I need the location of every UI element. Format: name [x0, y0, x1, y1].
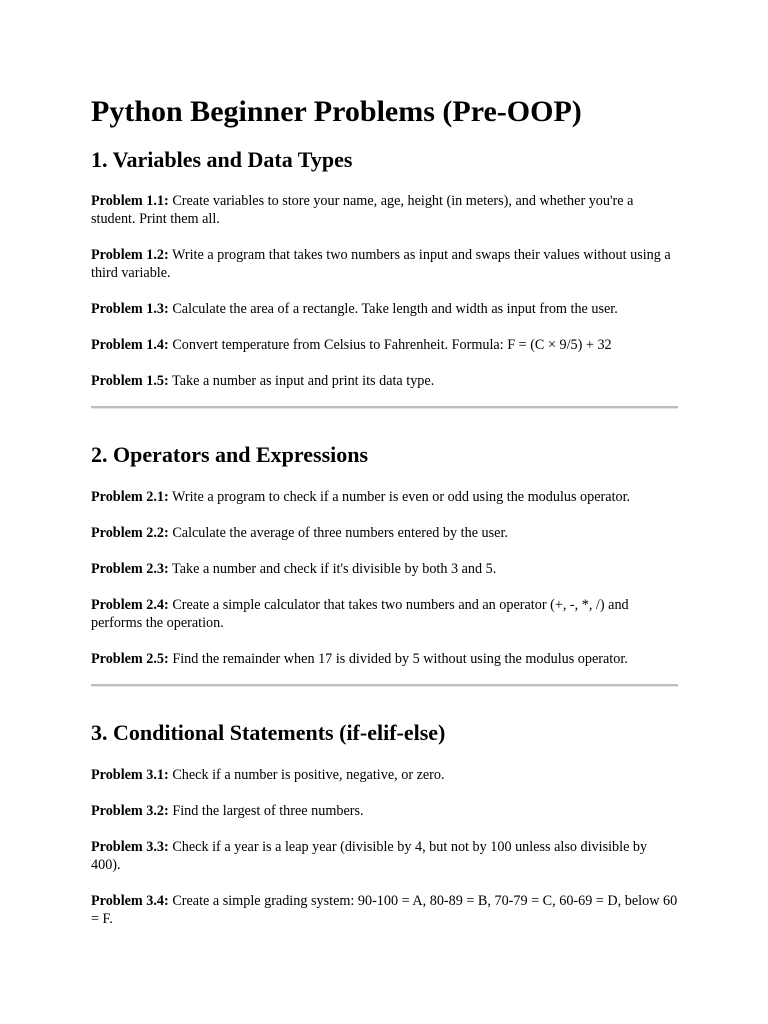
problem-text: Convert temperature from Celsius to Fahrenheit. Formula: F = (C × 9/5) + 32 [168, 337, 612, 353]
problem-text: Write a program to check if a number is even or odd using the modulus operator. [168, 489, 631, 505]
section-title-operators: 2. Operators and Expressions [91, 442, 369, 467]
problem-text: Create variables to store your name, age, height (in meters), and whether you're a student. Print them all. [91, 193, 634, 227]
problem-3-1 [91, 766, 679, 784]
problem-text: Check if a year is a leap year (divisible by 4, but not by 100 unless also divisible by 400). [91, 839, 648, 873]
problem-label: Problem 1.4: [91, 337, 169, 353]
problem-2-2 [91, 524, 679, 542]
problem-label: Problem 1.1: [91, 193, 169, 209]
problem-label: Problem 3.1: [91, 767, 169, 783]
problem-2-3 [91, 560, 679, 578]
problem-2-5 [91, 650, 679, 668]
problem-label: Problem 2.2: [91, 525, 169, 541]
problem-text: Calculate the area of a rectangle. Take length and width as input from the user. [168, 301, 618, 317]
problem-label: Problem 2.4: [91, 597, 169, 613]
problem-2-4 [91, 596, 679, 632]
problem-text: Write a program that takes two numbers as input and swaps their values without using a third variable. [91, 247, 671, 281]
document-title: Python Beginner Problems (Pre-OOP) [91, 95, 582, 128]
problem-3-2 [91, 802, 679, 820]
problem-label: Problem 1.3: [91, 301, 169, 317]
problem-label: Problem 1.5: [91, 373, 169, 389]
problem-text: Find the largest of three numbers. [168, 803, 364, 819]
section-divider [91, 406, 678, 409]
section-divider [91, 684, 678, 687]
problem-1-1 [91, 192, 679, 228]
problem-text: Calculate the average of three numbers entered by the user. [168, 525, 508, 541]
problem-label: Problem 3.3: [91, 839, 169, 855]
problem-text: Create a simple grading system: 90-100 = A, 80-89 = B, 70-79 = C, 60-69 = D, below 60 = F. [91, 893, 678, 927]
problem-label: Problem 1.2: [91, 247, 169, 263]
problem-1-5 [91, 372, 679, 390]
section-title-variables: 1. Variables and Data Types [91, 147, 353, 172]
problem-3-4 [91, 892, 679, 928]
problem-text: Take a number as input and print its data type. [168, 373, 435, 389]
problem-label: Problem 3.4: [91, 893, 169, 909]
problem-text: Find the remainder when 17 is divided by 5 without using the modulus operator. [168, 651, 628, 667]
problem-label: Problem 2.1: [91, 489, 169, 505]
problem-label: Problem 3.2: [91, 803, 169, 819]
problem-text: Take a number and check if it's divisible by both 3 and 5. [168, 561, 497, 577]
section-title-conditionals: 3. Conditional Statements (if-elif-else) [91, 720, 446, 745]
problem-label: Problem 2.3: [91, 561, 169, 577]
problem-text: Create a simple calculator that takes two numbers and an operator (+, -, *, /) and performs the operation. [91, 597, 629, 631]
problem-1-4 [91, 336, 679, 354]
problem-1-2 [91, 246, 679, 282]
problem-2-1 [91, 488, 679, 506]
problem-label: Problem 2.5: [91, 651, 169, 667]
problem-text: Check if a number is positive, negative, or zero. [168, 767, 445, 783]
problem-3-3 [91, 838, 679, 874]
problem-1-3 [91, 300, 679, 318]
